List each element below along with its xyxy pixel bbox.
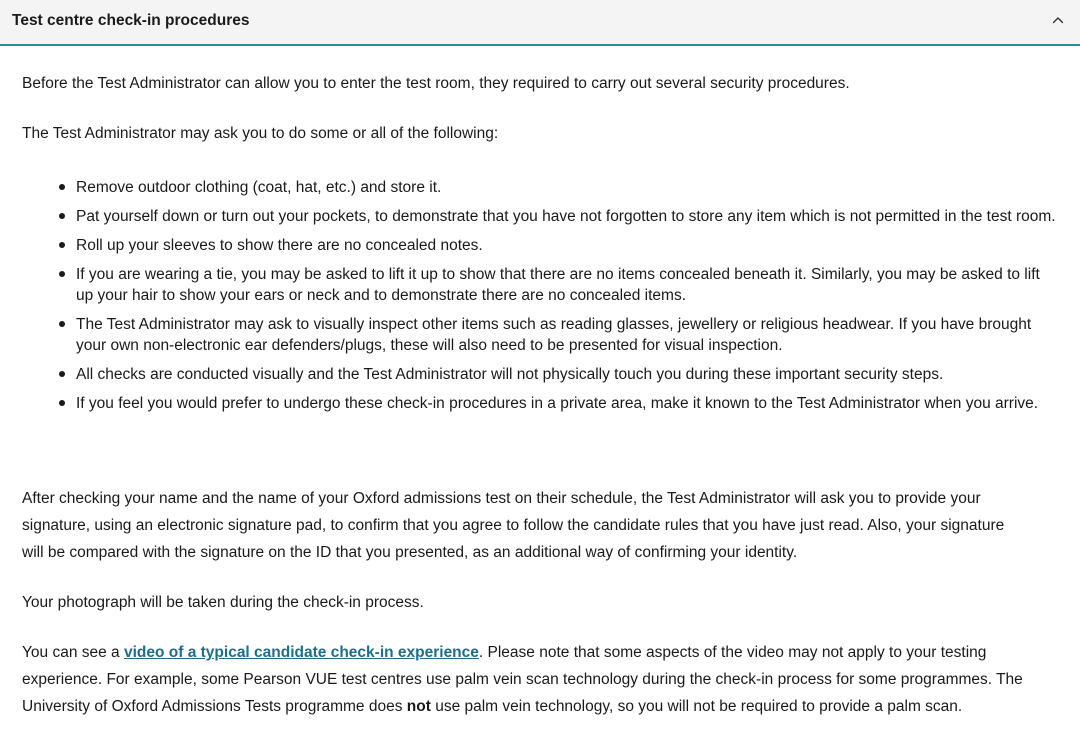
signature-paragraph-line: After checking your name and the name of your Oxford admissions test on their schedule, the Test Administrator will ask you to provide your: [22, 490, 981, 507]
video-link[interactable]: video of a typical candidate check-in experience: [123, 644, 479, 661]
chevron-up-icon[interactable]: [1050, 12, 1066, 28]
list-item: All checks are conducted visually and the Test Administrator will not physically touch you during these important security steps.: [22, 364, 1057, 385]
intro-paragraph: Before the Test Administrator can allow you to enter the test room, they required to carry out several security procedures.: [22, 75, 850, 92]
video-paragraph-line: University of Oxford Admissions Tests programme does not use palm vein technology, so you will not be required to provide a palm scan.: [22, 698, 963, 715]
list-item: Remove outdoor clothing (coat, hat, etc.) and store it.: [22, 177, 1057, 198]
list-item: If you are wearing a tie, you may be asked to lift it up to show that there are no items concealed beneath it. Similarly, you may be asked to lift up your hair to show your ears or neck and to demonstrate there are no concealed items.: [22, 264, 1057, 306]
signature-paragraph-line: signature, using an electronic signature pad, to confirm that you agree to follow the candidate rules that you have just read. Also, your signature: [22, 517, 1005, 534]
list-item: The Test Administrator may ask to visually inspect other items such as reading glasses, jewellery or religious headwear. If you have brought your own non-electronic ear defenders/plugs, these will also need to be presented for visual inspection.: [22, 314, 1057, 356]
bullet-icon: [59, 321, 65, 327]
accordion-header[interactable]: [0, 0, 1080, 46]
list-item: Pat yourself down or turn out your pockets, to demonstrate that you have not forgotten to store any item which is not permitted in the test room.: [22, 206, 1057, 227]
bullet-icon: [59, 271, 65, 277]
photo-paragraph: Your photograph will be taken during the check-in process.: [22, 594, 424, 611]
lead-paragraph: The Test Administrator may ask you to do some or all of the following:: [22, 125, 499, 142]
emphasis-not: not: [406, 698, 431, 715]
bullet-icon: [59, 371, 65, 377]
bullet-icon: [59, 400, 65, 406]
list-item: If you feel you would prefer to undergo these check-in procedures in a private area, make it known to the Test Administrator when you arrive.: [22, 393, 1057, 414]
signature-paragraph-line: will be compared with the signature on the ID that you presented, as an additional way of confirming your identity.: [22, 544, 798, 561]
accordion-title: Test centre check-in procedures: [12, 12, 250, 29]
procedure-list: [22, 177, 1057, 422]
list-item: Roll up your sleeves to show there are no concealed notes.: [22, 235, 1057, 256]
bullet-icon: [59, 242, 65, 248]
bullet-icon: [59, 184, 65, 190]
video-paragraph-line: You can see a video of a typical candidate check-in experience. Please note that some aspects of the video may not apply to your testing: [22, 644, 987, 661]
video-paragraph-line: experience. For example, some Pearson VUE test centres use palm vein scan technology during the check-in process for some programmes. The: [22, 671, 1023, 688]
bullet-icon: [59, 213, 65, 219]
